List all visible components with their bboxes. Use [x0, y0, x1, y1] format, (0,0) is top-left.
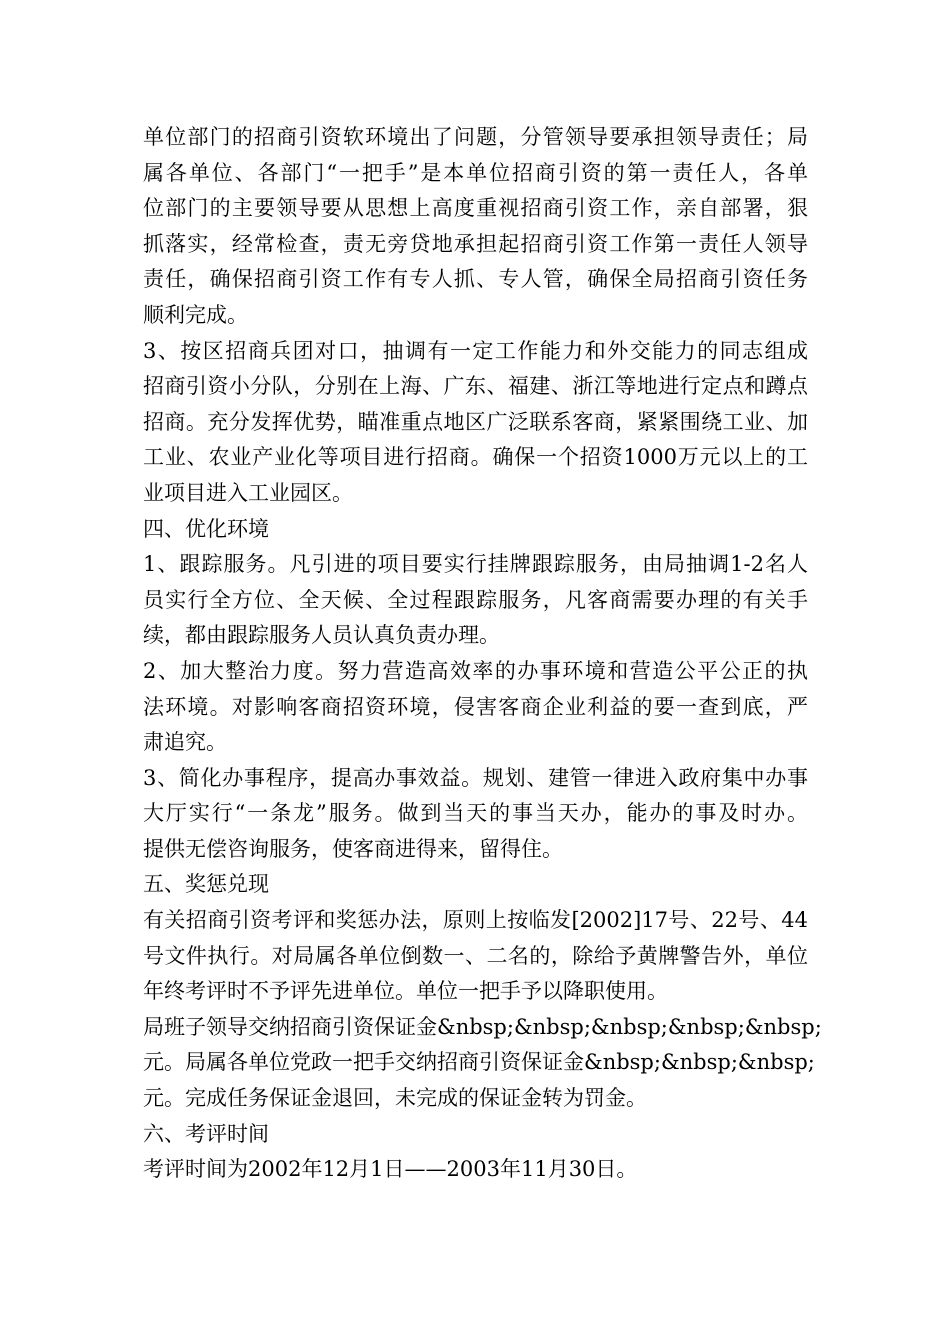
text-line: 属各单位、各部门“一把手”是本单位招商引资的第一责任人，各单 — [143, 160, 808, 185]
text-line: 招商引资小分队，分别在上海、广东、福建、浙江等地进行定点和蹲点 — [143, 374, 808, 399]
section-heading: 六、考评时间 — [143, 1121, 269, 1146]
text-line: 有关招商引资考评和奖惩办法，原则上按临发[2002]17号、22号、44 — [143, 908, 808, 933]
text-line: 抓落实，经常检查，责无旁贷地承担起招商引资工作第一责任人领导 — [143, 231, 808, 256]
text-line: 法环境。对影响客商招资环境，侵害客商企业利益的要一查到底，严 — [143, 694, 808, 719]
text-line: 招商。充分发挥优势，瞄准重点地区广泛联系客商，紧紧围绕工业、加 — [143, 409, 808, 434]
document-body — [143, 120, 822, 1188]
text-line: 员实行全方位、全天候、全过程跟踪服务，凡客商需要办理的有关手 — [143, 587, 808, 612]
section-heading: 四、优化环境 — [143, 516, 269, 541]
text-line: 大厅实行“一条龙”服务。做到当天的事当天办，能办的事及时办。 — [143, 801, 808, 826]
text-line: 号文件执行。对局属各单位倒数一、二名的，除给予黄牌警告外，单位 — [143, 943, 808, 968]
text-line: 工业、农业产业化等项目进行招商。确保一个招资1000万元以上的工 — [143, 445, 808, 470]
text-line: 元。完成任务保证金退回，未完成的保证金转为罚金。 — [143, 1086, 647, 1111]
text-line: 位部门的主要领导要从思想上高度重视招商引资工作，亲自部署，狠 — [143, 196, 808, 221]
text-line: 考评时间为2002年12月1日——2003年11月30日。 — [143, 1157, 638, 1182]
text-line: 续，都由跟踪服务人员认真负责办理。 — [143, 623, 500, 648]
text-line: 顺利完成。 — [143, 302, 248, 327]
text-line: 3、按区招商兵团对口，抽调有一定工作能力和外交能力的同志组成 — [143, 338, 808, 363]
text-line: 肃追究。 — [143, 730, 227, 755]
text-line: 年终考评时不予评先进单位。单位一把手予以降职使用。 — [143, 979, 668, 1004]
text-line: 局班子领导交纳招商引资保证金&nbsp;&nbsp;&nbsp;&nbsp;&nbsp; — [143, 1014, 822, 1039]
section-heading: 五、奖惩兑现 — [143, 872, 269, 897]
text-line: 1、跟踪服务。凡引进的项目要实行挂牌跟踪服务，由局抽调1-2名人 — [143, 552, 808, 577]
text-line: 业项目进入工业园区。 — [143, 480, 353, 505]
text-line: 单位部门的招商引资软环境出了问题，分管领导要承担领导责任；局 — [143, 125, 808, 149]
text-line: 责任，确保招商引资工作有专人抓、专人管，确保全局招商引资任务 — [143, 267, 808, 292]
text-line: 3、简化办事程序，提高办事效益。规划、建管一律进入政府集中办事 — [143, 765, 808, 790]
text-line: 提供无偿咨询服务，使客商进得来，留得住。 — [143, 836, 563, 861]
text-line: 2、加大整治力度。努力营造高效率的办事环境和营造公平公正的执 — [143, 658, 808, 683]
text-line: 元。局属各单位党政一把手交纳招商引资保证金&nbsp;&nbsp;&nbsp; — [143, 1050, 815, 1075]
